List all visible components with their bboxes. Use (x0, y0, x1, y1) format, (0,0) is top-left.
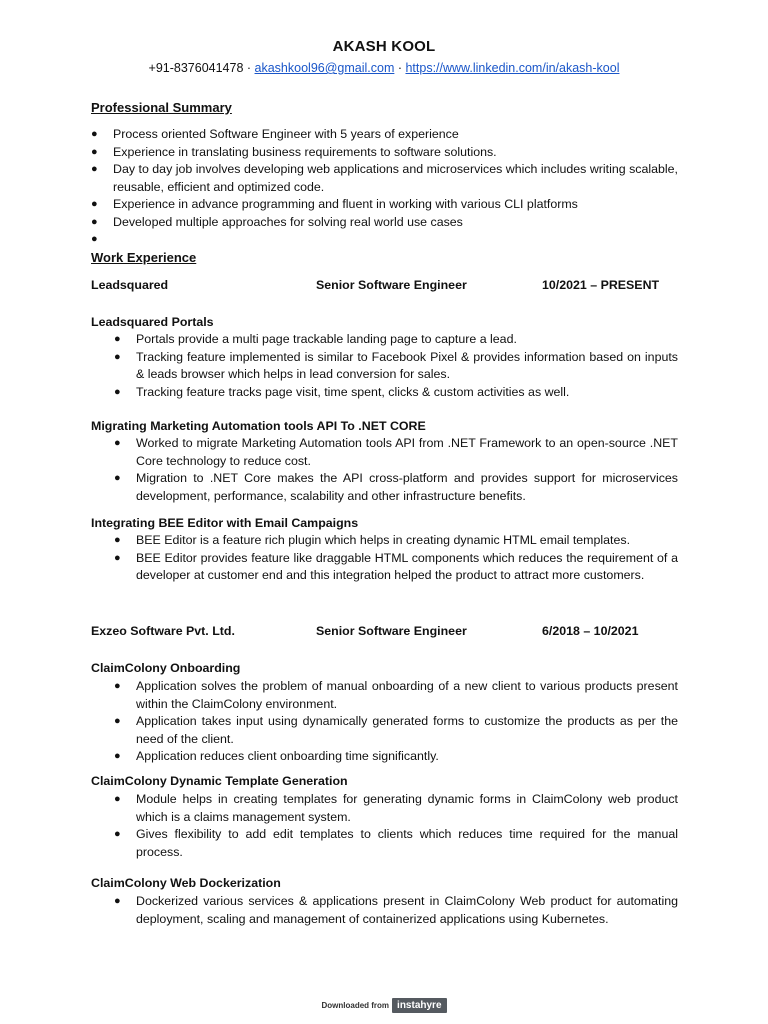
job-role: Senior Software Engineer (316, 278, 467, 292)
contact-separator: · (394, 61, 406, 75)
list-item: ● Tracking feature implemented is similar to Facebook Pixel & provides information based on inputs & leads browser which helps in lead conversion for sales. (114, 349, 678, 381)
bullet-icon: ● (114, 750, 121, 762)
project-title: ClaimColony Onboarding (91, 661, 241, 675)
list-item (91, 231, 678, 249)
list-item: ● Experience in translating business requirements to software solutions. (91, 144, 678, 162)
download-footer (0, 998, 768, 1013)
bullet-icon: ● (91, 233, 98, 245)
job-role: Senior Software Engineer (316, 624, 467, 638)
bullet-icon: ● (91, 145, 98, 158)
contact-line (0, 61, 768, 75)
project-bullets (114, 435, 678, 505)
project-bullets (114, 893, 678, 928)
list-item: ● Application solves the problem of manual onboarding of a new client to various products present within the ClaimColony environment. (114, 679, 678, 711)
section-title-work: Work Experience (91, 250, 197, 265)
list-item: ● Migration to .NET Core makes the API cross-platform and provides support for microservices development, performance, scalability and other infrastructure benefits. (114, 471, 678, 503)
candidate-name: AKASH KOOL (332, 38, 436, 55)
company-name: Leadsquared (91, 278, 169, 292)
bullet-icon: ● (114, 385, 121, 398)
bullet-icon: ● (114, 472, 121, 484)
section-title-summary: Professional Summary (91, 100, 232, 115)
list-item: ● BEE Editor provides feature like draggable HTML components which reduces the requirement of a developer at customer end and this integration helped the product to attract more customers. (114, 550, 678, 582)
bullet-icon: ● (114, 715, 121, 727)
bullet-icon: ● (91, 163, 98, 175)
list-item: ● Tracking feature tracks page visit, time spent, clicks & custom activities as well. (114, 384, 678, 402)
bullet-icon: ● (91, 128, 98, 140)
bullet-icon: ● (114, 680, 121, 692)
bullet-icon: ● (114, 437, 121, 449)
bullet-icon: ● (114, 828, 121, 840)
company-name: Exzeo Software Pvt. Ltd. (91, 624, 235, 638)
summary-list (91, 126, 678, 249)
project-bullets (114, 791, 678, 861)
email-link[interactable]: akashkool96@gmail.com (254, 61, 395, 75)
project-bullets (114, 532, 678, 585)
project-bullets (114, 331, 678, 401)
project-bullets (114, 678, 678, 766)
bullet-icon: ● (114, 551, 121, 564)
list-item: ● Module helps in creating templates for generating dynamic forms in ClaimColony web product which is a claims management system. (114, 792, 678, 824)
list-item: ● Process oriented Software Engineer with 5 years of experience (91, 126, 678, 144)
bullet-icon: ● (114, 534, 121, 546)
downloaded-from-text: Downloaded from (321, 1001, 390, 1010)
list-item: ● BEE Editor is a feature rich plugin which helps in creating dynamic HTML email templates. (114, 532, 678, 550)
bullet-icon: ● (114, 793, 121, 805)
instahyre-logo: instahyre (392, 998, 446, 1013)
list-item: ● Application takes input using dynamically generated forms to customize the products as per the need of the client. (114, 714, 678, 746)
list-item: ● Portals provide a multi page trackable landing page to capture a lead. (114, 331, 678, 349)
list-item: ● Application reduces client onboarding time significantly. (114, 748, 678, 766)
bullet-icon: ● (114, 333, 121, 345)
bullet-icon: ● (91, 215, 98, 228)
list-item: ● Gives flexibility to add edit templates to clients which reduces time required for the manual process. (114, 827, 678, 859)
project-title: Integrating BEE Editor with Email Campaigns (91, 516, 359, 530)
project-title: ClaimColony Dynamic Template Generation (91, 774, 348, 788)
project-title: Leadsquared Portals (91, 315, 214, 329)
list-item: ● Worked to migrate Marketing Automation tools API from .NET Framework to an open-source .NET Core technology to reduce cost. (114, 436, 678, 468)
project-title: Migrating Marketing Automation tools API To .NET CORE (91, 419, 426, 433)
bullet-icon: ● (114, 350, 121, 363)
contact-separator: · (243, 61, 255, 75)
project-title: ClaimColony Web Dockerization (91, 876, 281, 890)
list-item: ● Experience in advance programming and fluent in working with various CLI platforms (91, 196, 678, 214)
bullet-icon: ● (114, 895, 121, 907)
bullet-icon: ● (91, 198, 98, 210)
job-dates: 6/2018 – 10/2021 (542, 624, 639, 638)
job-dates: 10/2021 – PRESENT (542, 278, 660, 292)
linkedin-link[interactable]: https://www.linkedin.com/in/akash-kool (405, 61, 620, 75)
list-item: ● Dockerized various services & applications present in ClaimColony Web product for automating deployment, scaling and management of containerized applications using Kubernetes. (114, 894, 678, 926)
list-item: ● Developed multiple approaches for solving real world use cases (91, 214, 678, 232)
phone-number: +91-8376041478 (148, 61, 244, 75)
list-item: ● Day to day job involves developing web applications and microservices which includes writing scalable, reusable, efficient and optimized code. (91, 162, 678, 194)
